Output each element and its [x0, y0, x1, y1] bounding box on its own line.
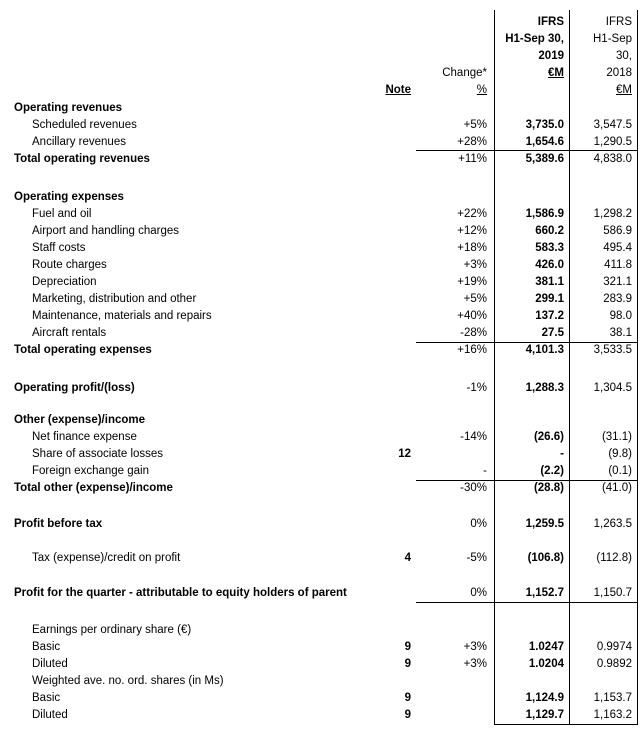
row-label: Marketing, distribution and other — [32, 293, 197, 305]
value-2019: 27.5 — [541, 327, 564, 339]
table-row — [0, 412, 644, 429]
value-2019: 137.2 — [535, 310, 564, 322]
value-2018: (0.1) — [608, 465, 632, 477]
table-row — [0, 151, 644, 168]
col1-line-1: IFRS — [537, 16, 564, 28]
note-ref: 9 — [404, 709, 411, 721]
row-label: Diluted — [32, 658, 68, 670]
col2-line-3: 30, — [616, 50, 632, 62]
table-row — [0, 516, 644, 533]
table-row — [0, 585, 644, 602]
col2-line-5: €M — [616, 84, 632, 96]
note-column-header: Note — [385, 84, 411, 96]
value-2019: - — [560, 448, 564, 460]
value-2018: 1,163.2 — [593, 709, 632, 721]
table-row — [0, 673, 644, 690]
table-row — [0, 223, 644, 240]
table-row — [0, 463, 644, 480]
value-2018: 1,290.5 — [593, 136, 632, 148]
value-2019: 1,654.6 — [525, 136, 564, 148]
note-ref: 4 — [404, 552, 411, 564]
header-change — [442, 65, 487, 99]
value-2019: 4,101.3 — [525, 344, 564, 356]
table-row — [0, 690, 644, 707]
divider-profit — [416, 602, 637, 603]
change-value: +5% — [463, 293, 487, 305]
table-row — [0, 342, 644, 359]
table-row — [0, 622, 644, 639]
value-2019: (106.8) — [527, 552, 564, 564]
value-2018: (9.8) — [608, 448, 632, 460]
value-2018: (41.0) — [601, 482, 632, 494]
value-2018: 0.9892 — [596, 658, 632, 670]
row-label: Tax (expense)/credit on profit — [32, 552, 181, 564]
table-row — [0, 100, 644, 117]
value-2018: 98.0 — [609, 310, 632, 322]
bottom-border — [494, 724, 637, 725]
table-row — [0, 240, 644, 257]
change-value: +5% — [463, 119, 487, 131]
row-label: Staff costs — [32, 242, 86, 254]
value-2018: 1,153.7 — [593, 692, 632, 704]
value-2019: 1,152.7 — [525, 587, 564, 599]
change-value: +19% — [457, 276, 487, 288]
value-2018: 3,533.5 — [593, 344, 632, 356]
change-value: +18% — [457, 242, 487, 254]
row-label: Fuel and oil — [32, 208, 92, 220]
divider-revenues — [416, 150, 637, 151]
row-label: Operating revenues — [14, 102, 123, 114]
value-2019: 1.0204 — [528, 658, 564, 670]
note-ref: 9 — [404, 658, 411, 670]
value-2018: 1,263.5 — [593, 518, 632, 530]
note-ref: 9 — [404, 641, 411, 653]
table-row — [0, 206, 644, 223]
value-2018: 1,150.7 — [593, 587, 632, 599]
row-label: Total other (expense)/income — [14, 482, 173, 494]
value-2019: 1,586.9 — [525, 208, 564, 220]
value-2019: 3,735.0 — [525, 119, 564, 131]
table-row — [0, 446, 644, 463]
change-value: +3% — [463, 259, 487, 271]
value-2019: 1,288.3 — [525, 382, 564, 394]
value-2018: 3,547.5 — [593, 119, 632, 131]
col1-line-2: H1-Sep 30, — [505, 33, 564, 45]
value-2018: 283.9 — [603, 293, 632, 305]
change-value: 0% — [470, 587, 487, 599]
change-value: +11% — [458, 153, 487, 165]
value-2019: (2.2) — [540, 465, 564, 477]
change-value: +40% — [457, 310, 487, 322]
value-2018: (31.1) — [601, 431, 632, 443]
change-value: -14% — [460, 431, 487, 443]
value-2019: (26.6) — [533, 431, 564, 443]
col2-line-1: IFRS — [605, 16, 632, 28]
value-2019: 1,129.7 — [525, 709, 564, 721]
row-label: Basic — [32, 692, 61, 704]
col2-line-2: H1-Sep — [593, 33, 632, 45]
row-label: Diluted — [32, 709, 68, 721]
table-row — [0, 325, 644, 342]
value-2019: 299.1 — [535, 293, 564, 305]
table-row — [0, 257, 644, 274]
divider-opex — [416, 342, 637, 343]
change-value: 0% — [470, 518, 487, 530]
value-2019: (28.8) — [533, 482, 564, 494]
value-2018: 1,298.2 — [593, 208, 632, 220]
row-label: Operating profit/(loss) — [14, 382, 135, 394]
value-2018: 38.1 — [609, 327, 632, 339]
change-value: - — [483, 465, 487, 477]
value-2019: 1,259.5 — [525, 518, 564, 530]
row-label: Operating expenses — [14, 191, 124, 203]
row-label: Other (expense)/income — [14, 414, 146, 426]
value-2018: 1,304.5 — [593, 382, 632, 394]
table-row — [0, 639, 644, 656]
change-value: -5% — [466, 552, 487, 564]
change-value: +28% — [457, 136, 487, 148]
row-label: Profit before tax — [14, 518, 103, 530]
value-2018: 495.4 — [603, 242, 632, 254]
table-row — [0, 274, 644, 291]
table-row — [0, 550, 644, 567]
row-label: Airport and handling charges — [32, 225, 180, 237]
row-label: Profit for the quarter - attributable to equity holders of parent — [14, 587, 347, 599]
row-label: Total operating revenues — [14, 153, 150, 165]
table-row — [0, 189, 644, 206]
table-row — [0, 134, 644, 151]
value-2018: 586.9 — [603, 225, 632, 237]
row-label: Maintenance, materials and repairs — [32, 310, 212, 322]
change-header-line-1: Change* — [442, 67, 487, 79]
value-2019: 583.3 — [535, 242, 564, 254]
change-header-line-2: % — [476, 84, 487, 96]
note-ref: 12 — [398, 448, 411, 460]
header-note — [385, 82, 411, 99]
change-value: -30% — [460, 482, 487, 494]
row-label: Ancillary revenues — [32, 136, 126, 148]
table-row — [0, 291, 644, 308]
value-2019: 1,124.9 — [525, 692, 564, 704]
value-2019: 381.1 — [535, 276, 564, 288]
value-2018: 321.1 — [603, 276, 632, 288]
row-label: Basic — [32, 641, 61, 653]
value-2019: 5,389.6 — [525, 153, 564, 165]
table-row — [0, 707, 644, 724]
col1-line-4: 2019 — [538, 50, 564, 62]
row-label: Depreciation — [32, 276, 97, 288]
change-value: +3% — [463, 658, 487, 670]
change-value: +12% — [457, 225, 487, 237]
table-row — [0, 380, 644, 397]
row-label: Route charges — [32, 259, 107, 271]
table-row — [0, 308, 644, 325]
row-label: Net finance expense — [32, 431, 137, 443]
row-label: Earnings per ordinary share (€) — [32, 624, 192, 636]
row-label: Weighted ave. no. ord. shares (in Ms) — [32, 675, 224, 687]
row-label: Foreign exchange gain — [32, 465, 149, 477]
value-2018: (112.8) — [596, 552, 632, 564]
col1-line-5: €M — [548, 67, 564, 79]
header-col-2018 — [593, 14, 632, 99]
row-label: Total operating expenses — [14, 344, 152, 356]
value-2018: 4,838.0 — [593, 153, 632, 165]
change-value: -28% — [460, 327, 487, 339]
value-2019: 660.2 — [535, 225, 564, 237]
change-value: +16% — [457, 344, 487, 356]
value-2019: 1.0247 — [528, 641, 564, 653]
col2-line-4: 2018 — [606, 67, 632, 79]
table-row — [0, 117, 644, 134]
table-row — [0, 656, 644, 673]
row-label: Scheduled revenues — [32, 119, 137, 131]
row-label: Share of associate losses — [32, 448, 164, 460]
change-value: +3% — [463, 641, 487, 653]
table-row — [0, 480, 644, 497]
note-ref: 9 — [404, 692, 411, 704]
table-row — [0, 429, 644, 446]
value-2019: 426.0 — [535, 259, 564, 271]
value-2018: 0.9974 — [596, 641, 632, 653]
divider-other — [416, 480, 637, 481]
header-col-2019 — [505, 14, 564, 82]
change-value: -1% — [466, 382, 487, 394]
change-value: +22% — [457, 208, 487, 220]
row-label: Aircraft rentals — [32, 327, 107, 339]
value-2018: 411.8 — [604, 259, 632, 271]
